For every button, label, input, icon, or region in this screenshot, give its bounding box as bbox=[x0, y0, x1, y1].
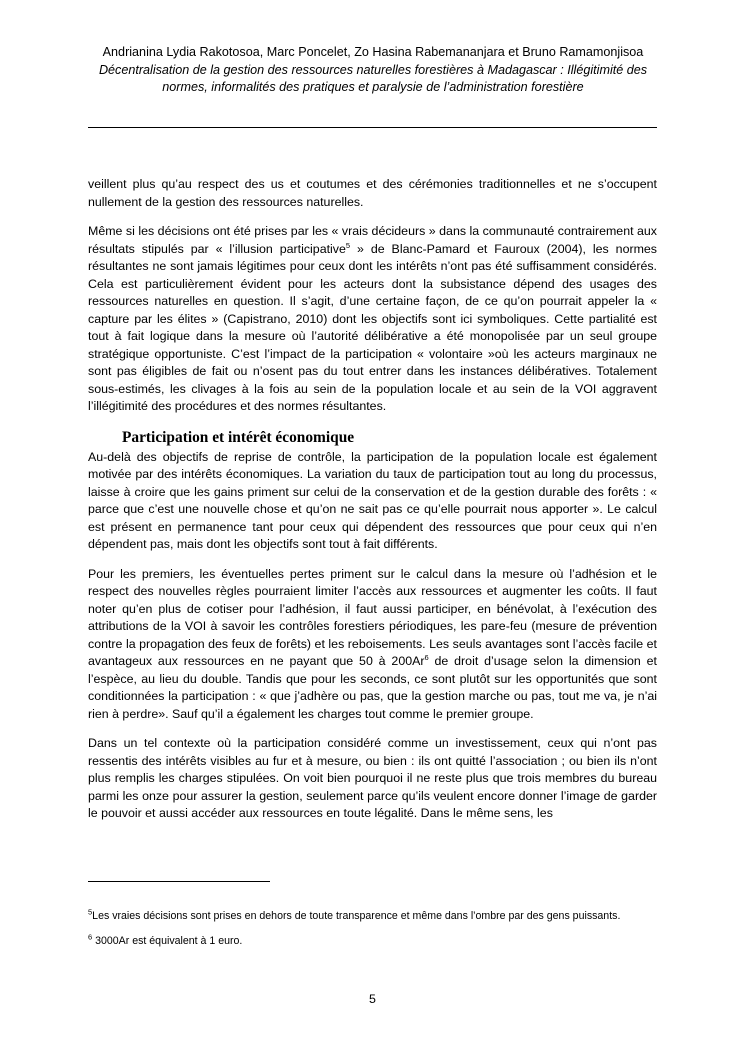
header-article-title: Décentralisation de la gestion des ressources naturelles forestières à Madagascar : Illégitimité des normes, informalités des pratiques et paralysie de l’administration forestière bbox=[98, 62, 648, 94]
footnote-6-text: 3000Ar est équivalent à 1 euro. bbox=[92, 935, 243, 947]
footnote-6 bbox=[88, 933, 657, 949]
running-header bbox=[88, 44, 658, 97]
footnote-ref-6[interactable]: 6 bbox=[424, 652, 429, 662]
footnote-5-mark: 5 bbox=[88, 907, 93, 917]
footnote-5 bbox=[88, 908, 657, 924]
section-heading: Participation et intérêt économique bbox=[122, 428, 355, 446]
footnote-divider bbox=[88, 881, 270, 882]
paragraph-2-text-a: Même si les décisions ont été prises par les « vrais décideurs » dans la communauté contrairement aux résultats stipulés par « l’illusion participative bbox=[88, 224, 657, 256]
footnote-6-mark: 6 bbox=[88, 932, 93, 942]
paragraph-5: Dans un tel contexte où la participation considéré comme un investissement, ceux qui n’ont pas ressentis des intérêts visibles au fur et à mesure, ou bien : ils ont quitté l’association ; ou bien ils n’ont plus remplis les charges stipulées. On voit bien pourquoi il ne reste plus que trois membres du bureau parmi les onze pour assurer la gestion, seulement parce qu’ils veulent encore donner l’image de garder le pouvoir et aussi accéder aux ressources en toute légalité. Dans le même sens, les bbox=[88, 736, 657, 820]
paragraph-2 bbox=[88, 223, 657, 416]
main-text bbox=[88, 176, 657, 835]
paragraph-2-text-b: » de Blanc-Pamard et Fauroux (2004), les normes résultantes ne sont jamais légitimes pour ceux dont les intérêts n’ont pas été suffisamment considérés. Cela est particulièrement évident pour les acteurs dont la subsistance dépend des usages des ressources naturelles en question. Il s’agit, d’une certaine façon, de ce qu’on pourrait appeler la « capture par les élites » (Capistrano, 2010) dont les objectifs sont ici symboliques. Cette partialité est tout à fait logique dans la mesure où l’autorité délibérative a été monopolisée par un seul groupe stratégique opportuniste. C’est l’impact de la participation « volontaire »où les acteurs marginaux ne sont pas éligibles de fait ou n’osent pas du tout entrer dans les instances délibératives. Totalement sous-estimés, les clivages à la fois au sein de la population locale et au sein de la VOI aggravent l’illégitimité des procédures et des normes résultantes. bbox=[88, 241, 657, 413]
footnotes bbox=[88, 908, 657, 958]
header-authors: Andrianina Lydia Rakotosoa, Marc Poncelet, Zo Hasina Rabemananjara et Bruno Ramamonjisoa bbox=[102, 45, 644, 59]
paragraph-4-text-a: Pour les premiers, les éventuelles pertes priment sur le calcul dans la mesure où l’adhésion et le respect des nouvelles règles pourraient limiter l’accès aux ressources et augmenter les coûts. Il faut noter qu’en plus de cotiser pour l’adhésion, il faut aussi participer, en bénévolat, à l’exécution des attributions de la VOI à savoir les contrôles forestiers périodiques, les pare-feu (mesure de prévention contre la propagation des feux de forêts) et les reboisements. Les seuls avantages sont l’accès facile et avantageux aux ressources en ne payant que 50 à 200Ar bbox=[88, 566, 657, 668]
footnote-5-text: Les vraies décisions sont prises en dehors de toute transparence et même dans l’ombre par des gens puissants. bbox=[92, 910, 621, 922]
page-number: 5 bbox=[369, 992, 376, 1006]
header-divider bbox=[88, 127, 657, 128]
paragraph-4-text-b: de droit d’usage selon la dimension et l’espèce, au lieu du double. Tandis que pour les seconds, ce sont plutôt sur les opportunités que sont conditionnées la participation : « que j’adhère ou pas, que la gestion marche ou pas, tout me va, je n’ai rien à perdre». Sauf qu’il a également les charges tout comme le premier groupe. bbox=[88, 654, 657, 721]
footnote-ref-5[interactable]: 5 bbox=[345, 240, 351, 250]
paragraph-3: Au-delà des objectifs de reprise de contrôle, la participation de la population locale est également motivée par des intérêts économiques. La variation du taux de participation tout au long du processus, laisse à croire que les gains priment sur celui de la conservation et de la gestion durable des forêts : « parce que c’est une nouvelle chose et qu’on ne sait pas ce qu’elle pourrait nous apporter ». Le calcul est présent en permanence tant pour ceux qui dépendent des ressources que pour ceux qui n’en dépendent pas, mais dont les objectifs sont tout à fait différents. bbox=[88, 449, 657, 551]
paragraph-1: veillent plus qu’au respect des us et coutumes et des cérémonies traditionnelles et ne s’occupent nullement de la gestion des ressources naturelles. bbox=[88, 177, 657, 209]
paragraph-4 bbox=[88, 566, 657, 724]
